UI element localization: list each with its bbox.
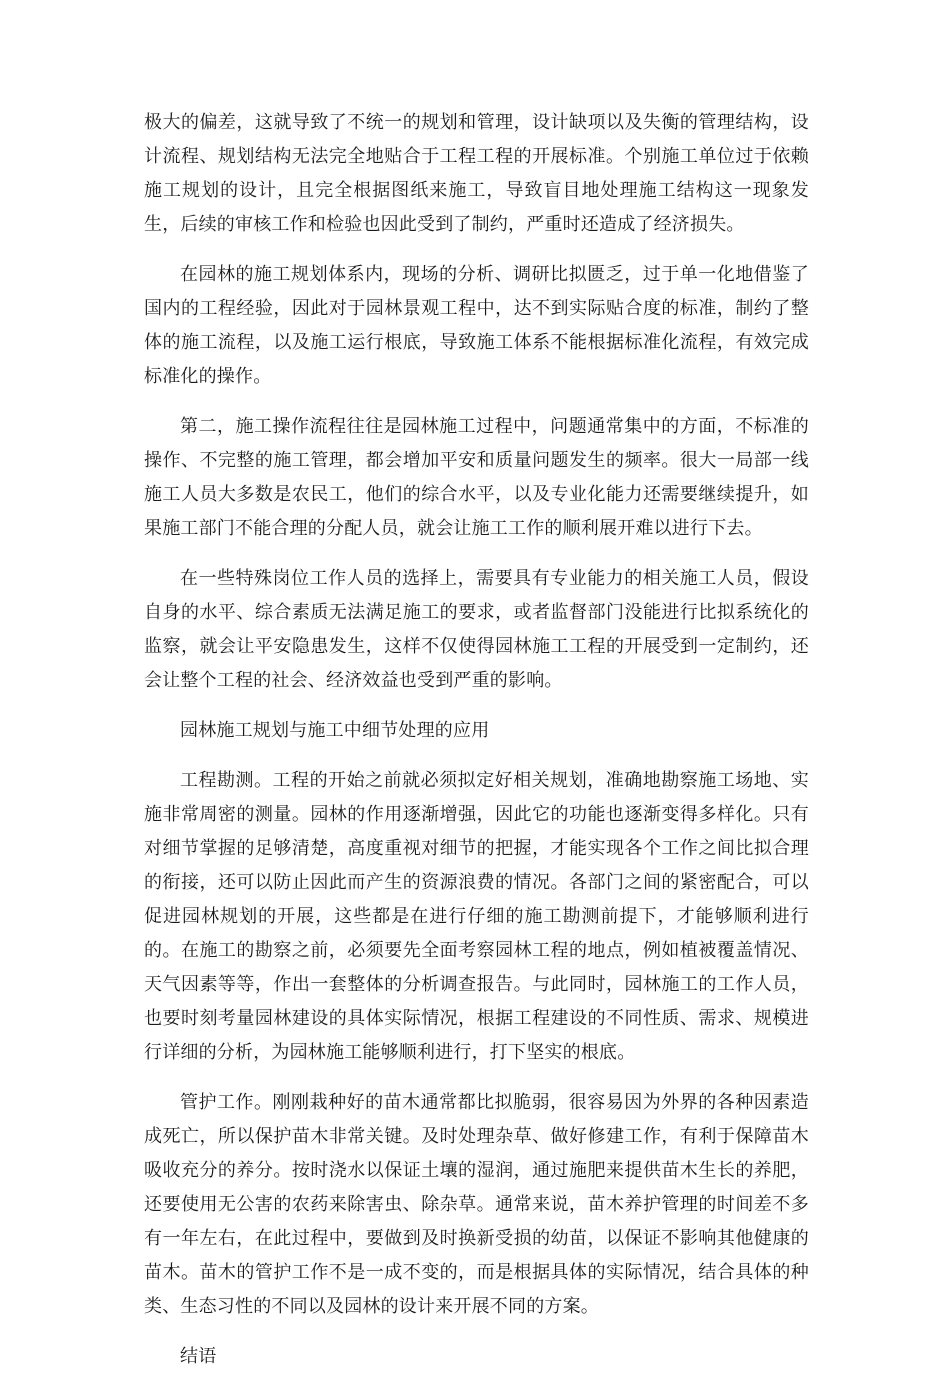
paragraph-planning-system: 在园林的施工规划体系内，现场的分析、调研比拟匮乏，过于单一化地借鉴了国内的工程经验，因此对于园林景观工程中，达不到实际贴合度的标准，制约了整体的施工流程，以及施工运行根底，导致施工体系不能根据标准化流程，有效完成标准化的操作。 bbox=[144, 264, 809, 387]
paragraph-maintenance-work: 管护工作。刚刚栽种好的苗木通常都比拟脆弱，很容易因为外界的各种因素造成死亡，所以保护苗木非常关键。及时处理杂草、做好修建工作，有利于保障苗木吸收充分的养分。按时浇水以保证土壤的湿润，通过施肥来提供苗木生长的养肥，还要使用无公害的农药来除害虫、除杂草。通常来说，苗木养护管理的时间差不多有一年左右，在此过程中，要做到及时换新受损的幼苗，以保证不影响其他健康的苗木。苗木的管护工作不是一成不变的，而是根据具体的实际情况，结合具体的种类、生态习性的不同以及园林的设计来开展不同的方案。 bbox=[144, 1092, 809, 1317]
paragraph-engineering-survey: 工程勘测。工程的开始之前就必须拟定好相关规划，准确地勘察施工场地、实施非常周密的测量。园林的作用逐渐增强，因此它的功能也逐渐变得多样化。只有对细节掌握的足够清楚，高度重视对细节的把握，才能实现各个工作之间比拟合理的衔接，还可以防止因此而产生的资源浪费的情况。各部门之间的紧密配合，可以促进园林规划的开展，这些都是在进行仔细的施工勘测前提下，才能够顺利进行的。在施工的勘察之前，必须要先全面考察园林工程的地点，例如植被覆盖情况、天气因素等等，作出一套整体的分析调查报告。与此同时，园林施工的工作人员，也要时刻考量园林建设的具体实际情况，根据工程建设的不同性质、需求、规模进行详细的分析，为园林施工能够顺利进行，打下坚实的根底。 bbox=[144, 770, 809, 1063]
section-heading-application: 园林施工规划与施工中细节处理的应用 bbox=[180, 720, 490, 741]
section-heading-conclusion: 结语 bbox=[180, 1346, 217, 1367]
document-body bbox=[144, 106, 809, 1390]
paragraph-special-positions: 在一些特殊岗位工作人员的选择上，需要具有专业能力的相关施工人员，假设自身的水平、综合素质无法满足施工的要求，或者监督部门没能进行比拟系统化的监察，就会让平安隐患发生，这样不仅使得园林施工工程的开展受到一定制约，还会让整个工程的社会、经济效益也受到严重的影响。 bbox=[144, 568, 809, 691]
paragraph-continuation: 极大的偏差，这就导致了不统一的规划和管理，设计缺项以及失衡的管理结构，设计流程、规划结构无法完全地贴合于工程工程的开展标准。个别施工单位过于依赖施工规划的设计，且完全根据图纸来施工，导致盲目地处理施工结构这一现象发生，后续的审核工作和检验也因此受到了制约，严重时还造成了经济损失。 bbox=[144, 112, 809, 235]
paragraph-operation-process: 第二，施工操作流程往往是园林施工过程中，问题通常集中的方面，不标准的操作、不完整的施工管理，都会增加平安和质量问题发生的频率。很大一局部一线施工人员大多数是农民工，他们的综合水平，以及专业化能力还需要继续提升，如果施工部门不能合理的分配人员，就会让施工工作的顺利展开难以进行下去。 bbox=[144, 416, 809, 539]
